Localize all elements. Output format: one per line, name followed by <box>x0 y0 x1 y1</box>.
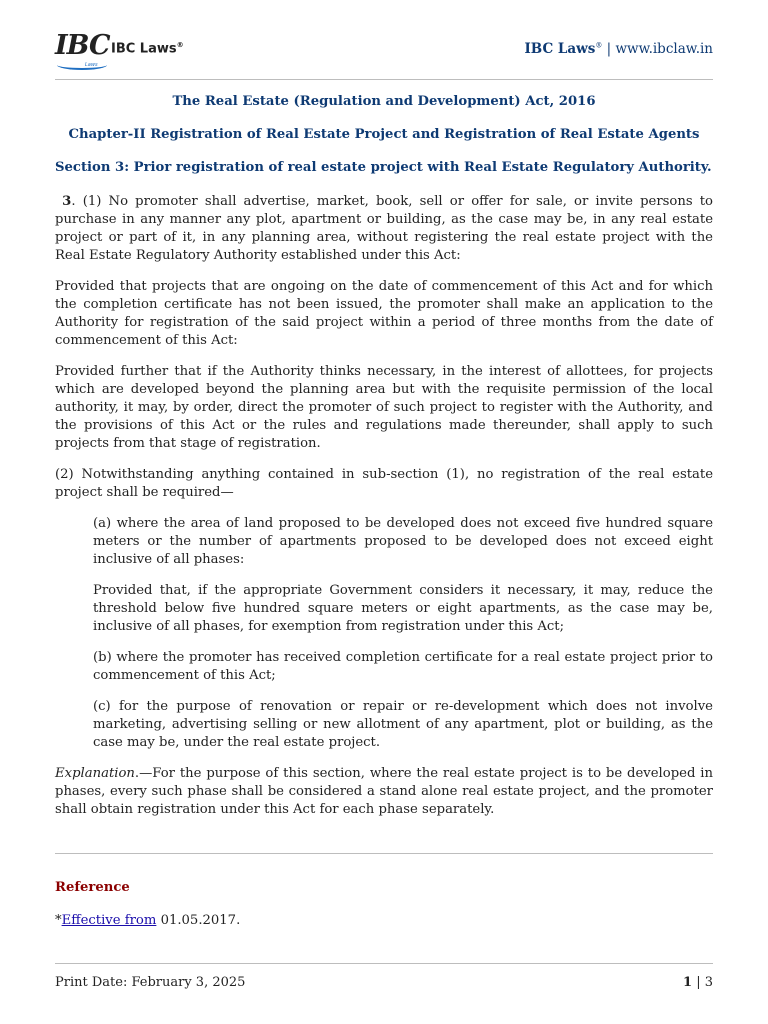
explanation: Explanation.—For the purpose of this section, where the real estate project is to be developed in phases, every such phase shall be considered a stand alone real estate project, and the promoter shall obtain registration under this Act for each phase separately. <box>55 766 713 817</box>
paragraph-3: Provided further that if the Authority thinks necessary, in the interest of allottees, for projects which are developed beyond the planning area but with the requisite permission of the local authority, it may, by order, direct the promoter of such project to register with the Authority, and the provisions of this Act or the rules and regulations made thereunder, shall apply to such projects from that stage of registration. <box>55 364 713 451</box>
footer-divider <box>55 963 713 964</box>
page-number: 1 | 3 <box>683 975 713 990</box>
header-divider <box>55 79 713 80</box>
section-title: Section 3: Prior registration of real estate project with Real Estate Regulatory Authority. <box>55 160 712 175</box>
ibc-laws-logo <box>55 32 184 72</box>
paragraph-4: (2) Notwithstanding anything contained in sub-section (1), no registration of the real estate project shall be required— <box>55 467 713 500</box>
page-footer <box>55 975 713 990</box>
clause-a: (a) where the area of land proposed to be developed does not exceed five hundred square meters or the number of apartments proposed to be developed does not exceed eight inclusive of all phases: <box>93 516 713 567</box>
reference-heading: Reference <box>55 880 130 895</box>
logo-text: IBC Laws® <box>111 41 184 57</box>
reference-date: 01.05.2017. <box>156 913 241 928</box>
clause-a-proviso: Provided that, if the appropriate Government considers it necessary, it may, reduce the threshold below five hundred square meters or eight apartments, as the case may be, inclusive of all phases, for exemption from registration under this Act; <box>93 583 713 634</box>
current-page: 1 <box>683 975 693 990</box>
clause-c: (c) for the purpose of renovation or repair or re-development which does not involve marketing, advertising selling or new allotment of any apartment, plot or building, as the case may be, under the real estate project. <box>93 699 713 750</box>
site-brand: IBC Laws <box>524 41 596 57</box>
site-separator: | <box>602 41 616 57</box>
chapter-title: Chapter-II Registration of Real Estate Project and Registration of Real Estate Agents <box>68 127 700 142</box>
paragraph-1: 3. (1) No promoter shall advertise, market, book, sell or offer for sale, or invite persons to purchase in any manner any plot, apartment or building, as the case may be, in any real estate project or part of it, in any planning area, without registering the real estate project with the Real Estate Regulatory Authority established under this Act: <box>55 194 713 263</box>
page-header <box>55 30 713 74</box>
total-pages: 3 <box>704 975 713 990</box>
logo-mark-text: IBC <box>55 30 110 61</box>
paragraph-2: Provided that projects that are ongoing on the date of commencement of this Act and for which the completion certificate has not been issued, the promoter shall make an application to the Authority for registration of the said project within a period of three months from the date of commencement of this Act: <box>55 279 713 348</box>
print-date: Print Date: February 3, 2025 <box>55 975 246 990</box>
act-title: The Real Estate (Regulation and Development) Act, 2016 <box>172 94 596 109</box>
section-number: 3 <box>62 194 72 209</box>
site-link[interactable] <box>524 41 713 57</box>
effective-from-link[interactable]: Effective from <box>61 913 157 928</box>
reference-star: * <box>55 913 62 928</box>
logo-mark <box>55 32 111 72</box>
site-url[interactable]: www.ibclaw.in <box>615 41 713 57</box>
logo-sub-text: Laws <box>85 62 98 68</box>
reference-divider <box>55 853 713 854</box>
clause-b: (b) where the promoter has received completion certificate for a real estate project prior to commencement of this Act; <box>93 650 713 683</box>
section-body <box>55 193 713 832</box>
site-reg-mark: ® <box>595 41 603 50</box>
logo-swoosh-icon <box>57 60 107 70</box>
explanation-label: Explanation <box>55 766 135 781</box>
reference-line <box>55 913 240 928</box>
